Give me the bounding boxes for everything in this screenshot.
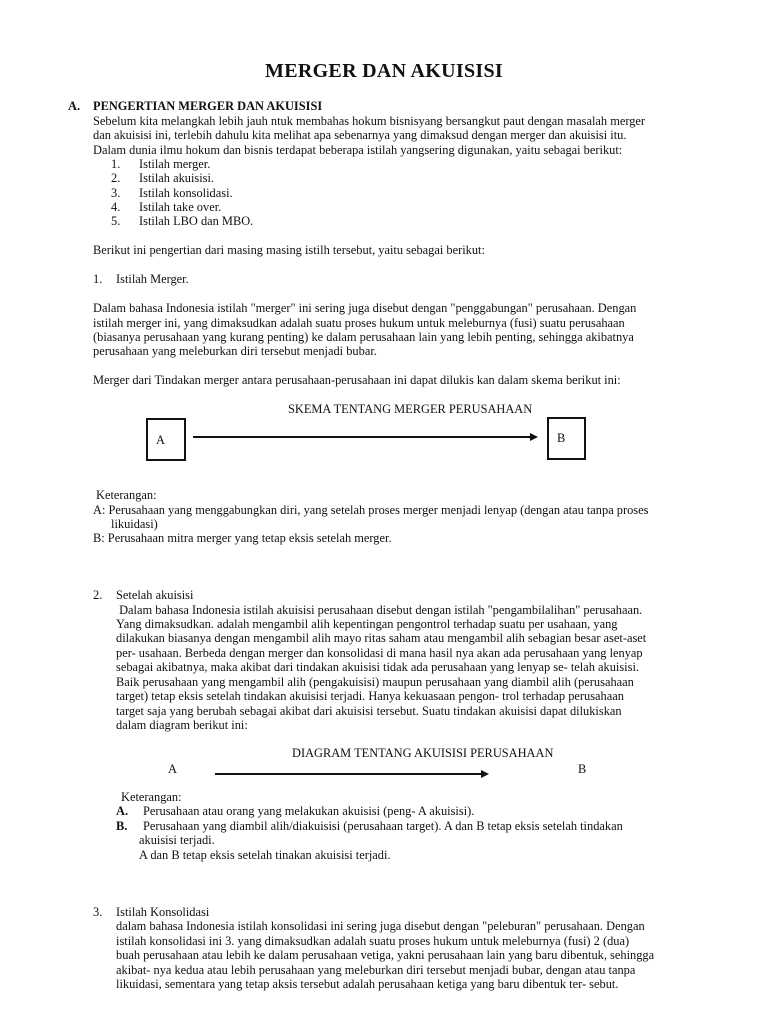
list-item: Istilah akuisisi. — [139, 171, 215, 185]
akuisisi-para-line: Yang dimaksudkan. adalah mengambil alih kepentingan pengontrol terhadap suatu per usahaan, yang — [116, 617, 618, 631]
note-letter: A. — [116, 804, 129, 818]
list-item: Istilah merger. — [139, 157, 211, 171]
akuisisi-note: Perusahaan atau orang yang melakukan akuisisi (peng- A akuisisi). — [143, 804, 475, 818]
akuisisi-note-cont: akuisisi terjadi. — [139, 833, 215, 847]
note-letter: B. — [116, 819, 128, 833]
akuisisi-para-line: dalam diagram berikut ini: — [116, 718, 248, 732]
list-number: 4. — [111, 200, 121, 214]
konsolidasi-para-line: akibat- nya kedua atau lebih perusahaan yang meleburkan diri tersebut menjadi bubar, dengan atau tanpa — [116, 963, 636, 977]
merger-arrow-line — [193, 436, 530, 438]
konsolidasi-para-line: likuidasi, sementara yang tetap aksis tersebut adalah perusahaan ketiga yang baru dibentuk ter- sebut. — [116, 977, 619, 991]
company-b-box — [547, 417, 586, 460]
akuisisi-para-line: dilakukan biasanya dengan mengambil alih mayo ritas saham atau mengambil alih sebagian besar aset-aset — [116, 631, 647, 645]
akuisisi-para-line: Baik perusahaan yang mengambil alih (pengakuisisi) maupun perusahaan yang diambil alih (perusahaan — [116, 675, 634, 689]
document-title: MERGER DAN AKUISISI — [265, 60, 503, 82]
merger-para-line: Dalam bahasa Indonesia istilah "merger" ini sering juga disebut dengan "penggabungan" perusahaan. Dengan — [93, 301, 637, 315]
merger-para-line: perusahaan yang meleburkan diri tersebut menjadi bubar. — [93, 344, 377, 358]
merger-note: A: Perusahaan yang menggabungkan diri, yang setelah proses merger menjadi lenyap (dengan atau tanpa proses — [93, 503, 649, 517]
list-number: 3. — [111, 186, 121, 200]
akuisisi-para-line: per- usahaan. Berbeda dengan merger dan konsolidasi di mana hasil nya akan ada perusahaan yang lenyap — [116, 646, 643, 660]
list-number: 5. — [111, 214, 121, 228]
keterangan-label: Keterangan: — [121, 790, 182, 804]
berikut-text: Berikut ini pengertian dari masing masing istilh tersebut, yaitu sebagai berikut: — [93, 243, 485, 257]
akuisisi-para-line: target) tetap eksis setelah tindakan akuisisi terjadi. Hanya kekuasaan pengon- trol terhadap perusahaan — [116, 689, 624, 703]
merger-note: likuidasi) — [111, 517, 158, 531]
merger-para-line: (biasanya perusahaan yang kurang penting) ke dalam perusahaan lain yang lebih penting, sehingga akibatnya — [93, 330, 634, 344]
merger-number: 1. — [93, 272, 103, 286]
akuisisi-label-b: B — [578, 762, 587, 776]
list-number: 2. — [111, 171, 121, 185]
list-item: Istilah konsolidasi. — [139, 186, 233, 200]
akuisisi-note-extra: A dan B tetap eksis setelah tinakan akuisisi terjadi. — [139, 848, 391, 862]
konsolidasi-heading: Istilah Konsolidasi — [116, 905, 210, 919]
skema-intro: Merger dari Tindakan merger antara perusahaan-perusahaan ini dapat dilukis kan dalam skema berikut ini: — [93, 373, 621, 387]
section-letter: A. — [68, 99, 81, 113]
intro-line: Sebelum kita melangkah lebih jauh ntuk membahas hokum bisnisyang bersangkut paut dengan masalah merger — [93, 114, 646, 128]
konsolidasi-para-line: buah perusahaan atau lebih ke dalam perusahaan vetiga, yakni perusahaan lain yang baru dibentuk, sehingga — [116, 948, 655, 962]
intro-line: dan akuisisi ini, terlebih dahulu kita melihat apa sebenarnya yang dimaksud dengan merger dan akuisisi itu. — [93, 128, 627, 142]
keterangan-label: Keterangan: — [96, 488, 157, 502]
merger-heading: Istilah Merger. — [116, 272, 189, 286]
company-a-box — [146, 418, 186, 461]
akuisisi-heading: Setelah akuisisi — [116, 588, 194, 602]
merger-para-line: istilah merger ini, yang dimaksudkan adalah suatu proses hukum untuk meleburnya (fusi) suatu perusahaan — [93, 316, 625, 330]
akuisisi-para-line: target saja yang berubah sebagai akibat dari akuisisi tersebut. Suatu tindakan akuisisi dapat dilukiskan — [116, 704, 622, 718]
list-item: Istilah take over. — [139, 200, 222, 214]
merger-arrowhead-icon — [530, 433, 538, 441]
akuisisi-para-line: sebagai akibatnya, maka akibat dari tindakan akuisisi tidak ada perusahaan yang lenyap se- telah akuisisi. — [116, 660, 639, 674]
akuisisi-number: 2. — [93, 588, 103, 602]
akuisisi-diagram-title: DIAGRAM TENTANG AKUISISI PERUSAHAAN — [292, 746, 554, 760]
akuisisi-label-a: A — [168, 762, 177, 776]
konsolidasi-number: 3. — [93, 905, 103, 919]
akuisisi-arrowhead-icon — [481, 770, 489, 778]
list-item: Istilah LBO dan MBO. — [139, 214, 254, 228]
section-heading: PENGERTIAN MERGER DAN AKUISISI — [93, 99, 323, 113]
intro-line: Dalam dunia ilmu hokum dan bisnis terdapat beberapa istilah yangsering digunakan, yaitu sebagai berikut: — [93, 143, 623, 157]
akuisisi-note: Perusahaan yang diambil alih/diakuisisi (perusahaan target). A dan B tetap eksis setelah tindakan — [143, 819, 623, 833]
company-a-label: A — [156, 433, 165, 447]
company-b-label: B — [557, 431, 566, 445]
konsolidasi-para-line: istilah konsolidasi ini 3. yang dimaksudkan adalah suatu proses hukum untuk meleburnya (fusi) 2 (dua) — [116, 934, 630, 948]
akuisisi-para-line: Dalam bahasa Indonesia istilah akuisisi perusahaan disebut dengan istilah "pengambilalihan" perusahaan. — [116, 603, 643, 617]
list-number: 1. — [111, 157, 121, 171]
konsolidasi-para-line: dalam bahasa Indonesia istilah konsolidasi ini sering juga disebut dengan "peleburan" perusahaan. Dengan — [116, 919, 645, 933]
merger-diagram-title: SKEMA TENTANG MERGER PERUSAHAAN — [288, 402, 533, 416]
akuisisi-arrow-line — [215, 773, 482, 775]
merger-note: B: Perusahaan mitra merger yang tetap eksis setelah merger. — [93, 531, 392, 545]
